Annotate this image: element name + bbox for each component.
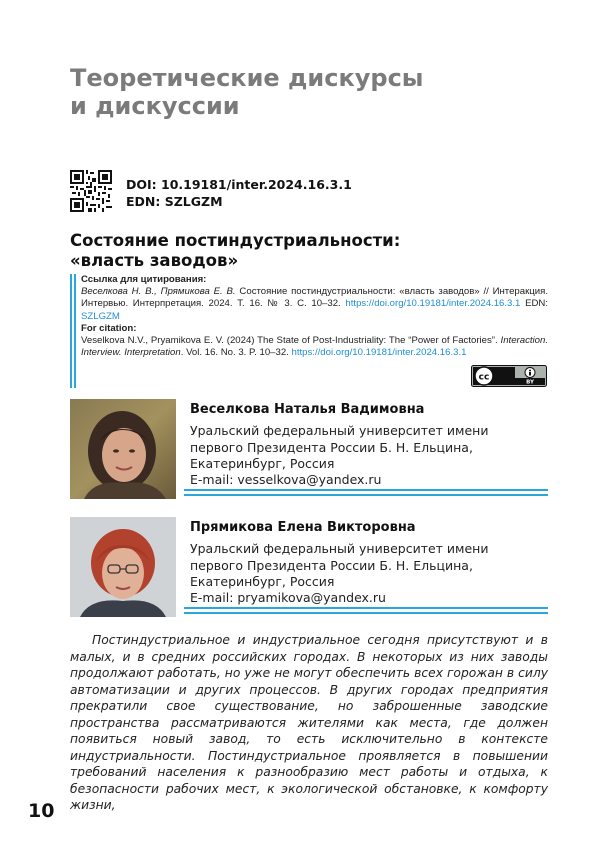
citation-ru-edn-label: EDN: [520,298,549,310]
article-title [70,231,540,271]
author-block-1 [70,399,548,499]
author-name-1: Веселкова Наталья Вадимовна [190,402,425,417]
author-name-2: Прямикова Елена Викторовна [190,520,416,535]
citation-ru [81,286,548,323]
author-photo-2 [70,517,176,617]
citation-ru-authors: Веселкова Н. В., Прямикова Е. В. [81,286,236,298]
author-affiliation-1-line3: Екатеринбург, Россия [190,456,335,471]
citation-accent-bars [70,274,76,388]
section-title [70,64,530,120]
page-number: 10 [28,800,55,822]
author-divider-1 [184,489,548,496]
qr-code-icon [70,170,112,212]
article-title-line1: Состояние постиндустриальности: [70,231,401,250]
author-affiliation-2-line2: первого Президента России Б. Н. Ельцина, [190,557,473,573]
abstract-text: Постиндустриальное и индустриальное сегодня присутствуют и в малых, и в средних российских городах. В некоторых из них заводы продолжают работать, но уже не могут обеспечить всех горожан в силу автоматизации и других процессов. В других городах предприятия прекратили свое существование, но заброшенные заводские пространства рассматриваются жителями как места, где должен появиться новый завод, то есть исключительно в контексте индустриальности. Постиндустриальное проявляется в повышении требований населения к разнообразию мест работы и отдыха, к безопасности рабочих мест, к экологической обстановке, к комфорту жизни, [70,633,548,812]
author-affiliation-2 [190,541,530,591]
citation-en-tail: . Vol. 16. No. 3. P. 10–32. [180,347,292,359]
author-divider-2 [184,607,548,614]
author-affiliation-1 [190,423,530,473]
cc-by-license-icon[interactable] [471,365,547,387]
author-block-2 [70,517,548,617]
edn-label: EDN: SZLGZM [126,194,223,209]
author-email-2[interactable]: E-mail: pryamikova@yandex.ru [190,590,386,605]
citation-en-body: Veselkova N.V., Pryamikova E. V. (2024) The State of Post-Industriality: The “Power of Factories”. [81,335,501,347]
citation-ru-edn-link[interactable]: SZLGZM [81,310,120,322]
article-title-line2: «власть заводов» [70,251,239,270]
citation-en-doi-link[interactable]: https://doi.org/10.19181/inter.2024.16.3.1 [291,347,467,359]
doi-label: DOI: 10.19181/inter.2024.16.3.1 [126,177,352,192]
svg-text:cc: cc [478,372,490,383]
author-affiliation-1-line2: первого Президента России Б. Н. Ельцина, [190,439,473,455]
section-title-line2: и дискуссии [70,92,240,120]
cc-by-text: BY [526,379,534,386]
section-title-line1: Теоретические дискурсы [70,64,424,92]
citation-ru-body: Состояние постиндустриальности: «власть заводов» // Интеракция. Интервью. Интерпретация. 2024. Т. 16. № 3. С. 10–32. [81,286,548,310]
author-affiliation-2-line1: Уральский федеральный университет имени [190,541,489,556]
identifiers [126,176,352,210]
author-photo-1 [70,399,176,499]
citation-ru-heading: Ссылка для цитирования: [81,274,207,285]
author-email-1[interactable]: E-mail: vesselkova@yandex.ru [190,472,382,487]
citation-ru-doi-link[interactable]: https://doi.org/10.19181/inter.2024.16.3.1 [345,298,521,310]
citation-en-heading: For citation: [81,322,137,334]
citation-en-journal: Interaction. Interview. Interpretation [81,335,548,359]
author-affiliation-2-line3: Екатеринбург, Россия [190,574,335,589]
citation-en [81,335,548,359]
citation-content [81,274,548,359]
author-affiliation-1-line1: Уральский федеральный университет имени [190,423,489,438]
